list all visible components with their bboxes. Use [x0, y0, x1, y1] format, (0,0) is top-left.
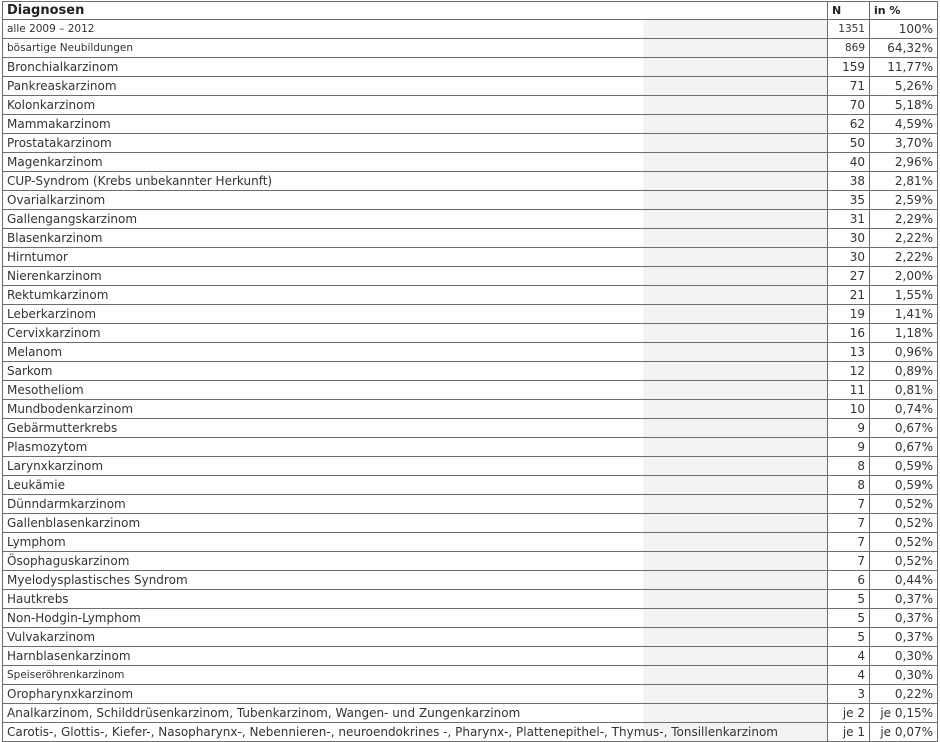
diagnosis-cell: Larynxkarzinom	[3, 457, 828, 476]
diagnosis-cell: Cervixkarzinom	[3, 324, 828, 343]
diagnosis-cell: Gebärmutterkrebs	[3, 419, 828, 438]
count-cell: 35	[828, 191, 870, 210]
diagnosis-cell: Gallenblasenkarzinom	[3, 514, 828, 533]
count-cell: 31	[828, 210, 870, 229]
count-cell: 4	[828, 666, 870, 685]
count-cell: 38	[828, 172, 870, 191]
diagnosis-cell: Hautkrebs	[3, 590, 828, 609]
percent-cell: je 0,07%	[870, 723, 938, 742]
header-percent: in %	[870, 2, 938, 20]
diagnosis-cell: Gallengangskarzinom	[3, 210, 828, 229]
count-cell: 869	[828, 39, 870, 58]
diagnosis-cell: Plasmozytom	[3, 438, 828, 457]
count-cell: 70	[828, 96, 870, 115]
count-cell: 7	[828, 495, 870, 514]
table-row	[3, 115, 938, 134]
diagnosis-cell: Sarkom	[3, 362, 828, 381]
count-cell: 30	[828, 248, 870, 267]
percent-cell: 0,52%	[870, 552, 938, 571]
percent-cell: 0,67%	[870, 419, 938, 438]
count-cell: 6	[828, 571, 870, 590]
diagnosis-cell: Harnblasenkarzinom	[3, 647, 828, 666]
diagnosis-cell: Magenkarzinom	[3, 153, 828, 172]
count-cell: 5	[828, 590, 870, 609]
header-n: N	[828, 2, 870, 20]
percent-cell: 0,44%	[870, 571, 938, 590]
count-cell: 30	[828, 229, 870, 248]
percent-cell: 0,37%	[870, 628, 938, 647]
count-cell: 4	[828, 647, 870, 666]
diagnosis-cell: Blasenkarzinom	[3, 229, 828, 248]
table-body	[3, 20, 938, 742]
table-row	[3, 647, 938, 666]
diagnosis-cell: Leukämie	[3, 476, 828, 495]
diagnosis-cell: Kolonkarzinom	[3, 96, 828, 115]
table-row	[3, 153, 938, 172]
diagnosis-cell: Bronchialkarzinom	[3, 58, 828, 77]
diagnosis-cell: Non-Hodgin-Lymphom	[3, 609, 828, 628]
percent-cell: 0,89%	[870, 362, 938, 381]
table-row	[3, 20, 938, 39]
table-header-row	[3, 2, 938, 20]
table-row	[3, 286, 938, 305]
table-row	[3, 609, 938, 628]
percent-cell: 2,96%	[870, 153, 938, 172]
table-row	[3, 590, 938, 609]
diagnosis-cell: Analkarzinom, Schilddrüsenkarzinom, Tubenkarzinom, Wangen- und Zungenkarzinom	[3, 704, 828, 723]
count-cell: 159	[828, 58, 870, 77]
diagnosis-cell: Pankreaskarzinom	[3, 77, 828, 96]
table-row	[3, 723, 938, 742]
diagnosis-cell: Leberkarzinom	[3, 305, 828, 324]
count-cell: 8	[828, 476, 870, 495]
table-row	[3, 666, 938, 685]
header-diagnosen: Diagnosen	[3, 2, 828, 20]
percent-cell: 0,59%	[870, 457, 938, 476]
percent-cell: 5,26%	[870, 77, 938, 96]
table-row	[3, 305, 938, 324]
table-row	[3, 685, 938, 704]
percent-cell: 100%	[870, 20, 938, 39]
percent-cell: 0,96%	[870, 343, 938, 362]
diagnosis-cell: Melanom	[3, 343, 828, 362]
percent-cell: 0,37%	[870, 590, 938, 609]
percent-cell: 2,59%	[870, 191, 938, 210]
diagnosis-cell: Oropharynxkarzinom	[3, 685, 828, 704]
count-cell: 7	[828, 514, 870, 533]
diagnosis-cell: Myelodysplastisches Syndrom	[3, 571, 828, 590]
table-row	[3, 514, 938, 533]
count-cell: 13	[828, 343, 870, 362]
diagnosis-cell: Nierenkarzinom	[3, 267, 828, 286]
percent-cell: 1,18%	[870, 324, 938, 343]
count-cell: 50	[828, 134, 870, 153]
percent-cell: 0,67%	[870, 438, 938, 457]
percent-cell: 2,22%	[870, 248, 938, 267]
table-row	[3, 704, 938, 723]
table-row	[3, 438, 938, 457]
table-row	[3, 628, 938, 647]
percent-cell: 3,70%	[870, 134, 938, 153]
percent-cell: 4,59%	[870, 115, 938, 134]
percent-cell: 0,30%	[870, 647, 938, 666]
percent-cell: 2,81%	[870, 172, 938, 191]
count-cell: 5	[828, 609, 870, 628]
count-cell: 10	[828, 400, 870, 419]
diagnosis-cell: Lymphom	[3, 533, 828, 552]
diagnosis-cell: Ösophaguskarzinom	[3, 552, 828, 571]
diagnosis-cell: Ovarialkarzinom	[3, 191, 828, 210]
diagnosis-cell: CUP-Syndrom (Krebs unbekannter Herkunft)	[3, 172, 828, 191]
table-row	[3, 96, 938, 115]
table-row	[3, 362, 938, 381]
table-row	[3, 400, 938, 419]
table-row	[3, 571, 938, 590]
table-row	[3, 248, 938, 267]
percent-cell: 5,18%	[870, 96, 938, 115]
table-row	[3, 533, 938, 552]
count-cell: 12	[828, 362, 870, 381]
percent-cell: 0,52%	[870, 514, 938, 533]
diagnosis-cell: Mammakarzinom	[3, 115, 828, 134]
diagnosis-cell: Hirntumor	[3, 248, 828, 267]
diagnosis-cell: Speiseröhrenkarzinom	[3, 666, 828, 685]
percent-cell: 0,52%	[870, 533, 938, 552]
percent-cell: 0,22%	[870, 685, 938, 704]
percent-cell: 0,59%	[870, 476, 938, 495]
diagnoses-table	[2, 1, 938, 742]
count-cell: 1351	[828, 20, 870, 39]
table-row	[3, 495, 938, 514]
count-cell: 9	[828, 438, 870, 457]
table-row	[3, 381, 938, 400]
count-cell: 5	[828, 628, 870, 647]
table-row	[3, 419, 938, 438]
table-row	[3, 58, 938, 77]
table-row	[3, 172, 938, 191]
percent-cell: 0,30%	[870, 666, 938, 685]
percent-cell: 0,52%	[870, 495, 938, 514]
count-cell: 16	[828, 324, 870, 343]
percent-cell: 0,37%	[870, 609, 938, 628]
diagnosis-cell: Carotis-, Glottis-, Kiefer-, Nasopharynx-, Nebennieren-, neuroendokrines -, Pharynx-, Plattenepithel-, Thymus-, Tonsillenkarzinom	[3, 723, 828, 742]
count-cell: je 1	[828, 723, 870, 742]
percent-cell: 2,29%	[870, 210, 938, 229]
percent-cell: 0,74%	[870, 400, 938, 419]
percent-cell: 2,22%	[870, 229, 938, 248]
diagnosis-cell: alle 2009 – 2012	[3, 20, 828, 39]
percent-cell: 2,00%	[870, 267, 938, 286]
percent-cell: 1,41%	[870, 305, 938, 324]
count-cell: 7	[828, 533, 870, 552]
count-cell: 27	[828, 267, 870, 286]
diagnosis-cell: Vulvakarzinom	[3, 628, 828, 647]
percent-cell: 11,77%	[870, 58, 938, 77]
percent-cell: je 0,15%	[870, 704, 938, 723]
count-cell: 62	[828, 115, 870, 134]
count-cell: 7	[828, 552, 870, 571]
table-row	[3, 476, 938, 495]
table-row	[3, 457, 938, 476]
table-row	[3, 552, 938, 571]
diagnosis-cell: bösartige Neubildungen	[3, 39, 828, 58]
count-cell: 40	[828, 153, 870, 172]
diagnosis-cell: Dünndarmkarzinom	[3, 495, 828, 514]
table-row	[3, 229, 938, 248]
count-cell: 21	[828, 286, 870, 305]
count-cell: 3	[828, 685, 870, 704]
table-row	[3, 267, 938, 286]
table-row	[3, 134, 938, 153]
count-cell: 19	[828, 305, 870, 324]
count-cell: je 2	[828, 704, 870, 723]
table-row	[3, 39, 938, 58]
percent-cell: 0,81%	[870, 381, 938, 400]
percent-cell: 1,55%	[870, 286, 938, 305]
diagnosis-cell: Mundbodenkarzinom	[3, 400, 828, 419]
diagnosis-cell: Rektumkarzinom	[3, 286, 828, 305]
percent-cell: 64,32%	[870, 39, 938, 58]
count-cell: 71	[828, 77, 870, 96]
diagnosis-cell: Prostatakarzinom	[3, 134, 828, 153]
table-row	[3, 324, 938, 343]
count-cell: 11	[828, 381, 870, 400]
count-cell: 8	[828, 457, 870, 476]
diagnosis-cell: Mesotheliom	[3, 381, 828, 400]
count-cell: 9	[828, 419, 870, 438]
table-row	[3, 343, 938, 362]
table-row	[3, 210, 938, 229]
table-row	[3, 191, 938, 210]
table-row	[3, 77, 938, 96]
